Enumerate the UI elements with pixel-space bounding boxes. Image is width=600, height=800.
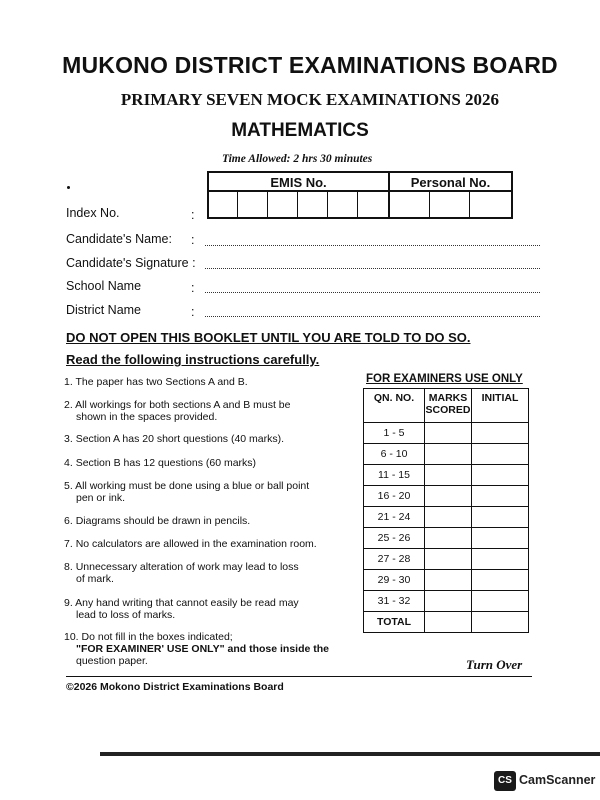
instruction-text: No calculators are allowed in the examination room. [75, 538, 317, 550]
instruction-text-cont: of mark. [76, 573, 114, 585]
instruction-text: All working must be done using a blue or ball point [75, 480, 310, 492]
table-header-row [364, 389, 529, 423]
district-field[interactable] [205, 316, 540, 317]
index-colon: : [191, 208, 195, 222]
marks-cell[interactable] [425, 570, 472, 591]
instruction-number: 6. [64, 515, 73, 527]
initial-cell[interactable] [472, 570, 529, 591]
camscanner-label: CamScanner [519, 773, 596, 787]
instruction-item [64, 515, 349, 527]
initial-cell[interactable] [472, 528, 529, 549]
instruction-text: The paper has two Sections A and B. [75, 376, 248, 388]
table-row [364, 612, 529, 633]
initial-cell[interactable] [472, 549, 529, 570]
instruction-number: 3. [64, 433, 73, 445]
initial-cell[interactable] [472, 465, 529, 486]
table-row [364, 591, 529, 612]
name-field[interactable] [205, 245, 540, 246]
instruction-text: All workings for both sections A and B must be [75, 399, 291, 411]
total-cell: TOTAL [364, 612, 425, 633]
instruction-text: Section A has 20 short questions (40 marks). [75, 433, 285, 445]
copyright: ©2026 Mokono District Examinations Board [66, 681, 284, 693]
district-colon: : [191, 305, 195, 319]
table-row [364, 549, 529, 570]
col-header-marks: MARKS SCORED [425, 389, 472, 423]
personal-box[interactable] [470, 192, 511, 217]
table-row [364, 507, 529, 528]
instruction-number: 1. [64, 376, 73, 388]
exam-title: PRIMARY SEVEN MOCK EXAMINATIONS 2026 [120, 90, 500, 109]
table-row [364, 444, 529, 465]
emis-box[interactable] [298, 192, 328, 217]
qn-cell: 25 - 26 [364, 528, 425, 549]
instruction-item [64, 561, 349, 585]
instruction-number: 8. [64, 561, 73, 573]
instruction-item [64, 538, 349, 550]
instruction-text: Diagrams should be drawn in pencils. [75, 515, 251, 527]
instruction-item [64, 433, 349, 445]
examiners-table [363, 388, 529, 633]
col-header-qn: QN. NO. [364, 389, 425, 423]
subject-title: MATHEMATICS [231, 120, 369, 141]
footer-divider [66, 676, 532, 677]
emis-label: EMIS No. [209, 173, 390, 192]
qn-cell: 21 - 24 [364, 507, 425, 528]
qn-cell: 31 - 32 [364, 591, 425, 612]
initial-cell[interactable] [472, 591, 529, 612]
instruction-text-cont: lead to loss of marks. [76, 609, 176, 621]
instruction-number: 10. [64, 631, 79, 643]
signature-label: Candidate's Signature : [66, 256, 196, 270]
instruction-item [64, 376, 349, 388]
instruction-item [64, 399, 349, 423]
marks-cell[interactable] [425, 486, 472, 507]
emis-box[interactable] [328, 192, 358, 217]
initial-cell[interactable] [472, 444, 529, 465]
qn-cell: 1 - 5 [364, 423, 425, 444]
table-row [364, 423, 529, 444]
school-colon: : [191, 281, 195, 295]
emis-box[interactable] [358, 192, 390, 217]
instruction-item [64, 457, 349, 469]
initial-cell[interactable] [472, 507, 529, 528]
turn-over: Turn Over [466, 657, 523, 672]
initial-cell[interactable] [472, 612, 529, 633]
table-row [364, 465, 529, 486]
school-field[interactable] [205, 292, 540, 293]
marks-cell[interactable] [425, 444, 472, 465]
qn-cell: 6 - 10 [364, 444, 425, 465]
col-header-initial: INITIAL [472, 389, 529, 423]
number-boxes [207, 171, 513, 219]
time-allowed: Time Allowed: 2 hrs 30 minutes [222, 153, 373, 165]
emis-box[interactable] [209, 192, 238, 217]
personal-box[interactable] [390, 192, 430, 217]
instructions-title: Read the following instructions carefully. [66, 352, 320, 367]
personal-label: Personal No. [390, 173, 511, 192]
board-title: MUKONO DISTRICT EXAMINATIONS BOARD [62, 52, 558, 78]
qn-cell: 16 - 20 [364, 486, 425, 507]
marks-cell[interactable] [425, 612, 472, 633]
table-row [364, 570, 529, 591]
marks-cell[interactable] [425, 591, 472, 612]
district-label: District Name [66, 303, 142, 317]
instruction-number: 2. [64, 399, 73, 411]
examiners-title: FOR EXAMINERS USE ONLY [366, 373, 523, 385]
instruction-item [64, 597, 349, 621]
emis-box[interactable] [268, 192, 298, 217]
instruction-number: 4. [64, 457, 73, 469]
instruction-text: Any hand writing that cannot easily be read may [75, 597, 299, 609]
marks-cell[interactable] [425, 528, 472, 549]
name-colon: : [191, 233, 195, 247]
instruction-text-cont: pen or ink. [76, 492, 126, 504]
table-row [364, 486, 529, 507]
qn-cell: 29 - 30 [364, 570, 425, 591]
instruction-text: Section B has 12 questions (60 marks) [75, 457, 257, 469]
qn-cell: 11 - 15 [364, 465, 425, 486]
instruction-text: Do not fill in the boxes indicated; [81, 631, 233, 643]
camscanner-logo-icon: CS [494, 771, 516, 791]
initial-cell[interactable] [472, 486, 529, 507]
initial-cell[interactable] [472, 423, 529, 444]
marks-cell[interactable] [425, 465, 472, 486]
stray-dot [67, 186, 70, 189]
instruction-item [64, 480, 349, 504]
personal-box[interactable] [430, 192, 470, 217]
emis-box[interactable] [238, 192, 268, 217]
instruction-number: 9. [64, 597, 73, 609]
warning-text: DO NOT OPEN THIS BOOKLET UNTIL YOU ARE TOLD TO DO SO. [66, 330, 471, 345]
table-row [364, 528, 529, 549]
qn-cell: 27 - 28 [364, 549, 425, 570]
instruction-text: Unnecessary alteration of work may lead to loss [75, 561, 299, 573]
instruction-text-cont: shown in the spaces provided. [76, 411, 218, 423]
instruction-number: 5. [64, 480, 73, 492]
marks-cell[interactable] [425, 423, 472, 444]
index-label: Index No. [66, 206, 120, 220]
signature-field[interactable] [205, 268, 540, 269]
school-label: School Name [66, 279, 142, 293]
instruction-item [64, 631, 349, 667]
instruction-text-cont2: question paper. [76, 655, 148, 667]
instruction-number: 7. [64, 538, 73, 550]
marks-cell[interactable] [425, 549, 472, 570]
name-label: Candidate's Name: [66, 232, 172, 246]
page-edge [100, 752, 600, 756]
marks-cell[interactable] [425, 507, 472, 528]
instruction-text-cont: "FOR EXAMINER' USE ONLY" and those inside the [76, 643, 330, 655]
